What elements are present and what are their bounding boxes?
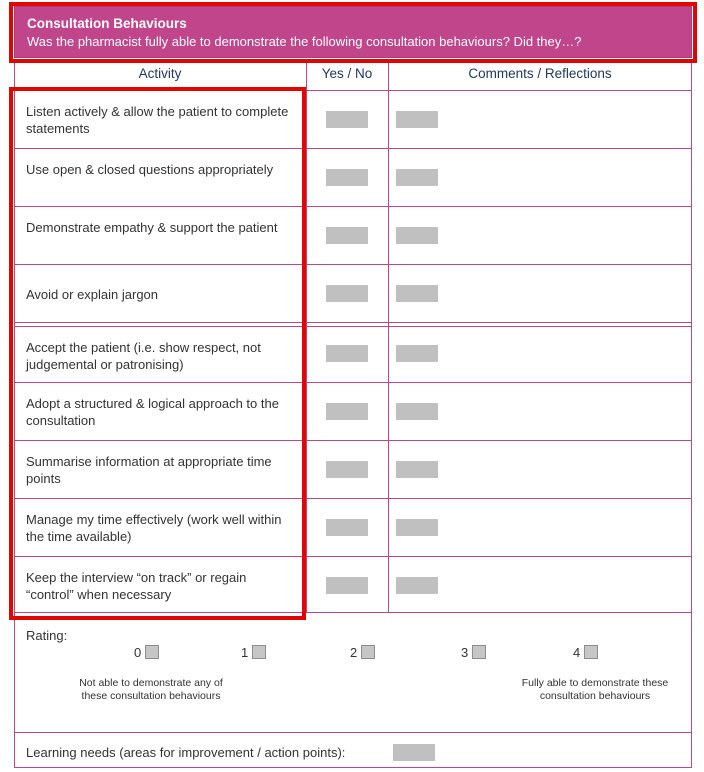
column-header-comments: Comments / Reflections: [468, 66, 612, 81]
learning-needs-label: Learning needs (areas for improvement / action points):: [26, 745, 346, 760]
comments-field[interactable]: [396, 227, 438, 244]
row-divider: [14, 498, 692, 499]
row-divider: [14, 206, 692, 207]
row-divider: [14, 322, 692, 323]
rating-option-label: 3: [461, 645, 469, 660]
row-divider: [14, 440, 692, 441]
activity-label: Use open & closed questions appropriately: [26, 162, 274, 177]
comments-field[interactable]: [396, 577, 438, 594]
rating-checkbox-3[interactable]: [472, 645, 486, 659]
rating-checkbox-0[interactable]: [145, 645, 159, 659]
column-header-activity: Activity: [138, 66, 182, 81]
yes-no-field[interactable]: [326, 111, 368, 128]
rating-checkbox-1[interactable]: [252, 645, 266, 659]
row-divider: [14, 148, 692, 149]
row-divider: [14, 382, 692, 383]
rating-option-label: 1: [241, 645, 249, 660]
activity-label: Avoid or explain jargon: [26, 287, 159, 302]
rating-label: Rating:: [26, 628, 68, 643]
activity-label: Accept the patient (i.e. show respect, not judgemental or patronising): [26, 340, 261, 372]
row-divider: [14, 556, 692, 557]
row-divider: [14, 326, 692, 327]
row-divider: [14, 90, 692, 91]
column-divider: [306, 62, 307, 612]
section-header: [14, 6, 692, 58]
comments-field[interactable]: [396, 519, 438, 536]
rating-option-label: 0: [134, 645, 142, 660]
comments-field[interactable]: [396, 285, 438, 302]
comments-field[interactable]: [396, 461, 438, 478]
yes-no-field[interactable]: [326, 285, 368, 302]
rating-low-caption: Not able to demonstrate any of these consultation behaviours: [79, 677, 223, 702]
rating-option-label: 2: [350, 645, 358, 660]
rating-checkbox-2[interactable]: [361, 645, 375, 659]
yes-no-field[interactable]: [326, 227, 368, 244]
yes-no-field[interactable]: [326, 519, 368, 536]
comments-field[interactable]: [396, 169, 438, 186]
activity-label: Demonstrate empathy & support the patient: [26, 220, 278, 235]
activity-label: Summarise information at appropriate time points: [26, 454, 272, 486]
yes-no-field[interactable]: [326, 577, 368, 594]
row-divider: [14, 264, 692, 265]
yes-no-field[interactable]: [326, 461, 368, 478]
comments-field[interactable]: [396, 403, 438, 420]
section-title: Consultation Behaviours: [27, 16, 187, 31]
rating-option-label: 4: [573, 645, 581, 660]
rating-high-caption: Fully able to demonstrate these consultation behaviours: [521, 677, 669, 702]
row-divider: [14, 612, 692, 613]
comments-field[interactable]: [396, 345, 438, 362]
yes-no-field[interactable]: [326, 169, 368, 186]
yes-no-field[interactable]: [326, 403, 368, 420]
section-subtitle: Was the pharmacist fully able to demonstrate the following consultation behaviours? Did they…?: [27, 34, 582, 49]
activity-label: Keep the interview “on track” or regain “control” when necessary: [26, 570, 247, 602]
yes-no-field[interactable]: [326, 345, 368, 362]
row-divider: [14, 732, 692, 733]
learning-needs-field[interactable]: [393, 744, 435, 761]
activity-label: Manage my time effectively (work well within the time available): [26, 512, 282, 544]
column-divider: [388, 62, 389, 612]
column-header-yes-no: Yes / No: [321, 66, 373, 81]
activity-label: Listen actively & allow the patient to complete statements: [26, 104, 289, 136]
comments-field[interactable]: [396, 111, 438, 128]
activity-label: Adopt a structured & logical approach to the consultation: [26, 396, 279, 428]
rating-checkbox-4[interactable]: [584, 645, 598, 659]
